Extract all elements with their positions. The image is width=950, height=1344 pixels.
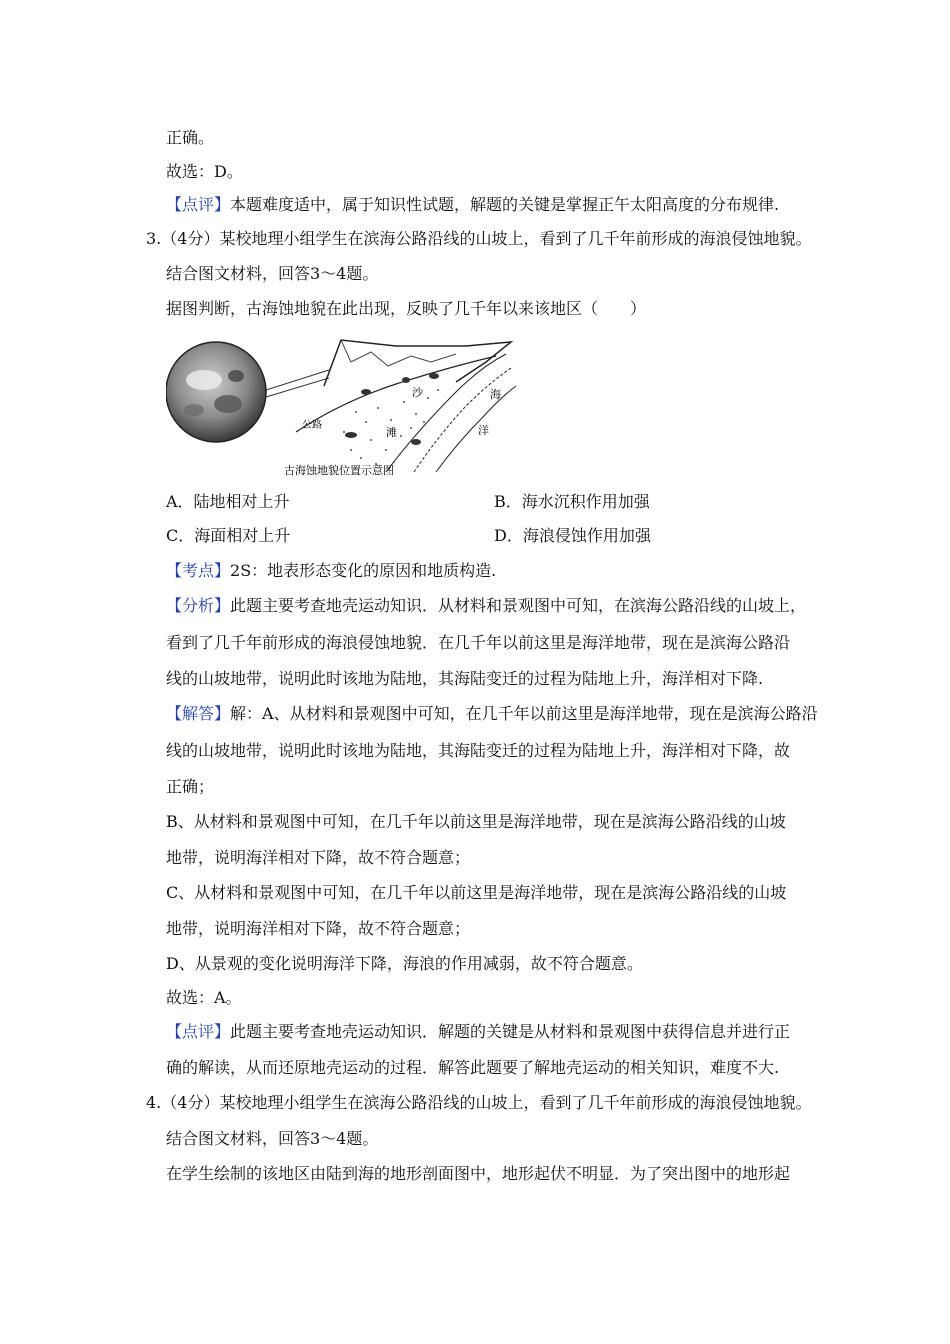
review-section: [166, 1020, 790, 1044]
jieda-d-1: D、从景观的变化说明海洋下降，海浪的作用减弱，故不符合题意。: [166, 954, 643, 973]
question-4-stem: [146, 1091, 811, 1115]
question-4-text: 在学生绘制的该地区由陆到海的地形剖面图中，地形起伏不明显．为了突出图中的地形起: [166, 1164, 791, 1183]
fenxi-line-2: 看到了几千年前形成的海浪侵蚀地貌．在几千年以前这里是海洋地带，现在是滨海公路沿: [166, 633, 791, 652]
option-c: C．海面相对上升: [166, 526, 291, 545]
rock-photo-circle: [166, 342, 266, 442]
figure-caption: 古海蚀地貌位置示意图: [284, 464, 394, 477]
question-stem: （4分）某校地理小组学生在滨海公路沿线的山坡上，看到了几千年前形成的海浪侵蚀地貌。: [161, 229, 812, 248]
cliff-outline: [324, 340, 511, 386]
fenxi-section: [166, 594, 806, 618]
road-line: [296, 356, 496, 432]
review-line-1: 此题主要考查地壳运动知识．解题的关键是从材料和景观图中获得信息并进行正: [230, 1022, 791, 1041]
review-tag: 【点评】: [166, 195, 231, 214]
label-sea-1: 海: [490, 388, 501, 401]
previous-review: [166, 193, 779, 217]
rock-texture: [228, 370, 244, 382]
jieda-c-2: 地带，说明海洋相对下降，故不符合题意；: [166, 919, 471, 938]
rock-texture: [214, 395, 242, 413]
coastline: [386, 354, 506, 472]
review-text: 本题难度适中，属于知识性试题，解题的关键是掌握正午太阳高度的分布规律.: [230, 195, 780, 214]
wave-line: [436, 386, 516, 472]
jieda-line-2: 线的山坡地带，说明此时该地为陆地，其海陆变迁的过程为陆地上升，海洋相对下降，故: [166, 741, 791, 760]
rock-texture: [184, 404, 204, 416]
question-4-stem-2: 结合图文材料，回答3～4题。: [166, 1129, 379, 1148]
jieda-line-3: 正确；: [166, 777, 215, 796]
question-number: 3.: [146, 229, 162, 248]
jieda-c-1: C、从材料和景观图中可知，在几千年以前这里是海洋地带，现在是滨海公路沿线的山坡: [166, 883, 787, 902]
label-sea-2: 洋: [478, 424, 489, 437]
question-3-stem-2: 结合图文材料，回答3～4题。: [166, 264, 379, 283]
jieda-answer: 故选：A。: [166, 988, 242, 1007]
jieda-line-1: 解：A、从材料和景观图中可知，在几千年以前这里是海洋地带，现在是滨海公路沿: [230, 704, 818, 723]
fenxi-line-1: 此题主要考查地壳运动知识．从材料和景观图中可知，在滨海公路沿线的山坡上，: [230, 596, 807, 615]
jieda-tag: 【解答】: [166, 704, 231, 723]
fenxi-tag: 【分析】: [166, 596, 231, 615]
cliff-hatching: [341, 340, 456, 366]
kaodian-section: [166, 559, 496, 583]
review-line-2: 确的解读，从而还原地壳运动的过程．解答此题要了解地壳运动的相关知识，难度不大.: [166, 1058, 780, 1077]
kaodian-text: 2S：地表形态变化的原因和地质构造.: [230, 561, 497, 580]
rock-texture: [186, 370, 222, 390]
jieda-section: [166, 702, 818, 726]
figure-diagram: [166, 332, 521, 482]
fenxi-line-3: 线的山坡地带，说明此时该地为陆地，其海陆变迁的过程为陆地上升，海洋相对下降.: [166, 669, 764, 688]
review-tag: 【点评】: [166, 1022, 231, 1041]
question-3-stem: [146, 227, 811, 251]
previous-answer: 故选：D。: [166, 162, 243, 181]
jieda-b-2: 地带，说明海洋相对下降，故不符合题意；: [166, 848, 471, 867]
question-stem: （4分）某校地理小组学生在滨海公路沿线的山坡上，看到了几千年前形成的海浪侵蚀地貌。: [161, 1093, 812, 1112]
option-b: B．海水沉积作用加强: [494, 492, 650, 511]
kaodian-tag: 【考点】: [166, 561, 231, 580]
question-number: 4.: [146, 1093, 162, 1112]
option-a: A．陆地相对上升: [166, 492, 290, 511]
question-3-prompt: 据图判断，古海蚀地貌在此出现，反映了几千年以来该地区（ ）: [166, 299, 647, 318]
jieda-b-1: B、从材料和景观图中可知，在几千年以前这里是海洋地带，现在是滨海公路沿线的山坡: [166, 812, 786, 831]
label-sand: 沙: [412, 386, 423, 399]
answer-continuation: 正确。: [166, 128, 215, 147]
label-beach: 滩: [386, 426, 397, 439]
option-d: D．海浪侵蚀作用加强: [494, 526, 651, 545]
coastal-erosion-figure: [166, 332, 521, 482]
label-road: 公路: [302, 420, 322, 431]
